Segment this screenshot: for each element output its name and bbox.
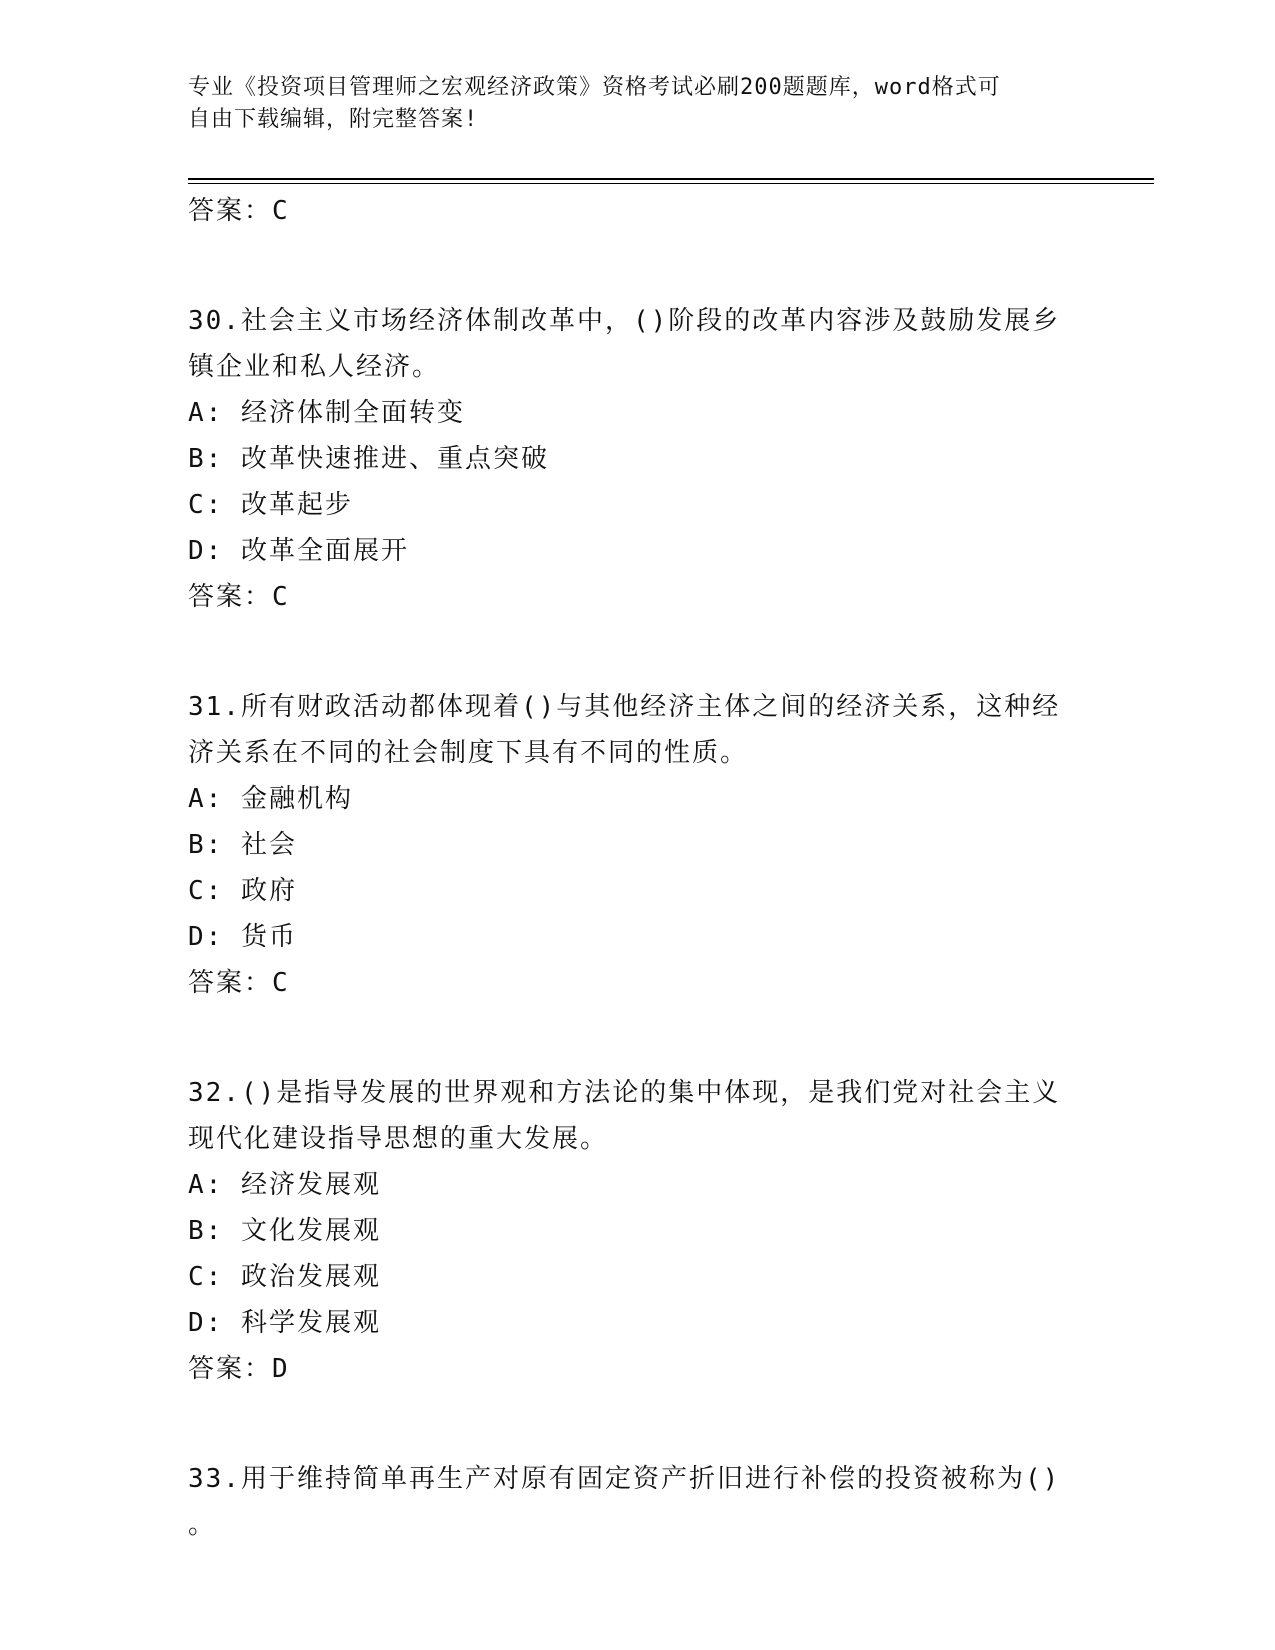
question-text [188, 1456, 1078, 1548]
header-line-2: 自由下载编辑，附完整答案! [188, 107, 479, 132]
answer-line: 答案：C [188, 196, 290, 226]
option-a: A: 经济体制全面转变 [188, 398, 465, 428]
answer-line: 答案：D [188, 1354, 290, 1384]
question-text-line: 30.社会主义市场经济体制改革中，()阶段的改革内容涉及鼓励发展乡 [188, 306, 1061, 336]
option-a: A: 金融机构 [188, 784, 353, 814]
option-c: C: 政治发展观 [188, 1262, 381, 1292]
header-divider-thick [188, 178, 1154, 180]
option-b: B: 文化发展观 [188, 1216, 381, 1246]
question-text-line: 31.所有财政活动都体现着()与其他经济主体之间的经济关系，这种经 [188, 692, 1061, 722]
question-30 [188, 234, 1078, 620]
option-d: D: 改革全面展开 [188, 536, 409, 566]
option-a: A: 经济发展观 [188, 1170, 381, 1200]
question-text-line: 现代化建设指导思想的重大发展。 [188, 1124, 609, 1154]
answer-line: 答案：C [188, 582, 290, 612]
document-header [188, 72, 1068, 136]
question-32 [188, 1006, 1078, 1392]
question-text-line: 镇企业和私人经济。 [188, 352, 441, 382]
header-divider-thin [188, 183, 1154, 184]
option-c: C: 改革起步 [188, 490, 353, 520]
question-text-line: 33.用于维持简单再生产对原有固定资产折旧进行补偿的投资被称为() [188, 1464, 1061, 1494]
question-text [188, 1070, 1078, 1162]
question-33 [188, 1392, 1078, 1548]
option-d: D: 货币 [188, 922, 297, 952]
question-text-line: 。 [188, 1510, 217, 1540]
question-text [188, 298, 1078, 390]
option-b: B: 改革快速推进、重点突破 [188, 444, 549, 474]
question-text-line: 济关系在不同的社会制度下具有不同的性质。 [188, 738, 749, 768]
question-text-line: 32.()是指导发展的世界观和方法论的集中体现，是我们党对社会主义 [188, 1078, 1061, 1108]
answer-line: 答案：C [188, 968, 290, 998]
question-31 [188, 620, 1078, 1006]
option-d: D: 科学发展观 [188, 1308, 381, 1338]
document-body [188, 188, 1078, 1548]
option-c: C: 政府 [188, 876, 297, 906]
question-text [188, 684, 1078, 776]
option-b: B: 社会 [188, 830, 297, 860]
header-line-1: 专业《投资项目管理师之宏观经济政策》资格考试必刷200题题库，word格式可 [188, 75, 1001, 100]
